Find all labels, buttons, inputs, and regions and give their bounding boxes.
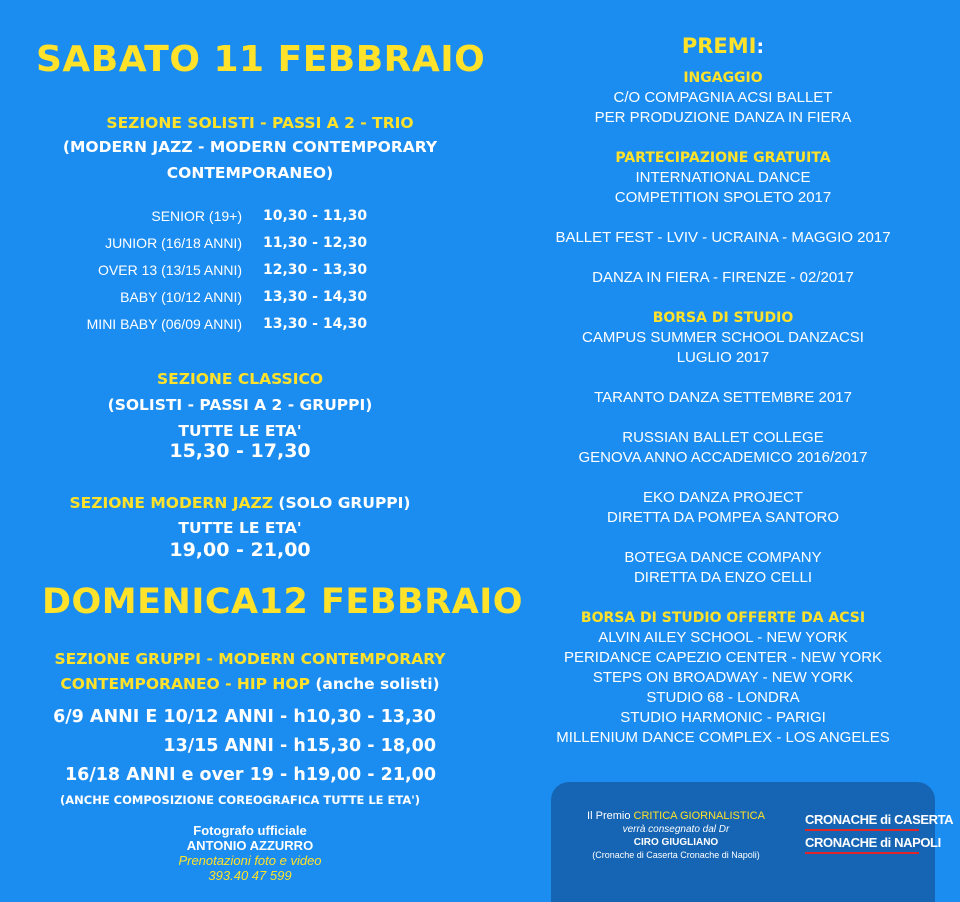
- critica-text: [556, 809, 796, 862]
- solisti-subtitle-2: CONTEMPORANEO): [166, 164, 334, 182]
- critica-line1: [556, 809, 796, 823]
- composition-note: (ANCHE COMPOSIZIONE COREOGRAFICA TUTTE LE ETA'): [59, 793, 421, 807]
- schedule-age: MINI BABY (06/09 ANNI): [86, 316, 242, 332]
- schedule-age: JUNIOR (16/18 ANNI): [105, 235, 242, 251]
- logo-caserta: CRONACHE di CASERTA: [805, 812, 954, 827]
- scholarship-botega: BOTEGA DANCE COMPANY: [624, 549, 822, 566]
- gruppi-heading-1: SEZIONE GRUPPI - MODERN CONTEMPORARY: [54, 650, 446, 668]
- acsi-scholarship-line: PERIDANCE CAPEZIO CENTER - NEW YORK: [563, 649, 883, 666]
- acsi-scholarship-line: STEPS ON BROADWAY - NEW YORK: [592, 669, 854, 686]
- free-participation-line: COMPETITION SPOLETO 2017: [614, 189, 832, 206]
- scholarship-campus: CAMPUS SUMMER SCHOOL DANZACSI: [582, 329, 864, 346]
- schedule-time: 13,30 - 14,30: [263, 316, 368, 332]
- schedule-time: 12,30 - 13,30: [263, 262, 368, 278]
- scholarship-russian: GENOVA ANNO ACCADEMICO 2016/2017: [578, 449, 868, 466]
- photographer-phone: 393.40 47 599: [208, 868, 292, 883]
- sunday-schedule-row: 6/9 ANNI E 10/12 ANNI - h10,30 - 13,30: [53, 707, 436, 727]
- gruppi-note: (anche solisti): [315, 675, 440, 693]
- logo-napoli: CRONACHE di NAPOLI: [805, 835, 941, 850]
- saturday-title: SABATO 11 FEBBRAIO: [36, 39, 486, 80]
- modern-jazz-heading: SEZIONE MODERN JAZZ: [69, 494, 273, 512]
- logo-napoli-underline: [805, 852, 919, 854]
- schedule-age: OVER 13 (13/15 ANNI): [98, 262, 242, 278]
- schedule-time: 11,30 - 12,30: [263, 235, 368, 251]
- engagement-heading: INGAGGIO: [683, 70, 763, 86]
- schedule-age: SENIOR (19+): [151, 208, 242, 224]
- critica-name: CIRO GIUGLIANO: [633, 837, 719, 848]
- acsi-scholarship-line: STUDIO HARMONIC - PARIGI: [620, 709, 826, 726]
- schedule-time: 13,30 - 14,30: [263, 289, 368, 305]
- logo-caserta-underline: [805, 829, 919, 831]
- critica-affiliation: (Cronache di Caserta Cronache di Napoli): [592, 850, 760, 860]
- modern-jazz-heading-line: [40, 490, 440, 516]
- solisti-heading: SEZIONE SOLISTI - PASSI A 2 - TRIO: [106, 114, 414, 132]
- acsi-scholarships-heading: BORSA DI STUDIO OFFERTE DA ACSI: [580, 610, 866, 626]
- gruppi-heading-2: CONTEMPORANEO - HIP HOP: [60, 675, 310, 693]
- scholarship-campus: LUGLIO 2017: [676, 349, 770, 366]
- scholarship-eko: EKO DANZA PROJECT: [642, 489, 804, 506]
- scholarship-taranto: TARANTO DANZA SETTEMBRE 2017: [594, 389, 852, 406]
- engagement-line: PER PRODUZIONE DANZA IN FIERA: [594, 109, 852, 126]
- prizes-title: PREMI: [681, 34, 757, 58]
- schedule-time: 10,30 - 11,30: [263, 208, 368, 224]
- free-participation-extra: BALLET FEST - LVIV - UCRAINA - MAGGIO 2017: [555, 229, 891, 246]
- acsi-scholarship-line: MILLENIUM DANCE COMPLEX - LOS ANGELES: [556, 729, 890, 746]
- critica-award-name: CRITICA GIORNALISTICA: [633, 810, 765, 822]
- sunday-schedule-row: 16/18 ANNI e over 19 - h19,00 - 21,00: [64, 765, 436, 785]
- acsi-scholarship-line: STUDIO 68 - LONDRA: [646, 689, 800, 706]
- classico-ages: TUTTE LE ETA': [178, 422, 302, 440]
- schedule-age: BABY (10/12 ANNI): [120, 289, 242, 305]
- scholarship-eko: DIRETTA DA POMPEA SANTORO: [607, 509, 839, 526]
- critica-line2: verrà consegnato dal Dr: [622, 824, 730, 835]
- solisti-subtitle-1: (MODERN JAZZ - MODERN CONTEMPORARY: [62, 138, 438, 156]
- classico-subtitle: (SOLISTI - PASSI A 2 - GRUPPI): [107, 396, 373, 414]
- acsi-scholarship-line: ALVIN AILEY SCHOOL - NEW YORK: [598, 629, 848, 646]
- sunday-schedule-row: 13/15 ANNI - h15,30 - 18,00: [163, 736, 436, 756]
- gruppi-heading-2-line: [30, 671, 470, 697]
- critica-prefix: Il Premio: [587, 810, 631, 822]
- engagement-line: C/O COMPAGNIA ACSI BALLET: [613, 89, 833, 106]
- free-participation-heading: PARTECIPAZIONE GRATUITA: [615, 150, 831, 166]
- prizes-title-line: [588, 34, 858, 58]
- modern-jazz-time: 19,00 - 21,00: [169, 539, 311, 561]
- photographer-booking: Prenotazioni foto e video: [178, 853, 322, 868]
- prizes-list: [523, 68, 923, 748]
- scholarship-heading: BORSA DI STUDIO: [652, 310, 794, 326]
- free-participation-extra: DANZA IN FIERA - FIRENZE - 02/2017: [592, 269, 854, 286]
- modern-jazz-note: (SOLO GRUPPI): [278, 494, 411, 512]
- scholarship-russian: RUSSIAN BALLET COLLEGE: [622, 429, 824, 446]
- modern-jazz-ages: TUTTE LE ETA': [178, 519, 302, 537]
- classico-time: 15,30 - 17,30: [169, 440, 311, 462]
- scholarship-botega: DIRETTA DA ENZO CELLI: [633, 569, 813, 586]
- classico-heading: SEZIONE CLASSICO: [156, 370, 324, 388]
- photographer-label: Fotografo ufficiale: [193, 823, 307, 838]
- photographer-block: [110, 823, 390, 883]
- photographer-name: ANTONIO AZZURRO: [186, 838, 314, 853]
- free-participation-line: INTERNATIONAL DANCE: [635, 169, 811, 186]
- sunday-title: DOMENICA12 FEBBRAIO: [42, 582, 524, 622]
- prizes-title-colon: :: [756, 36, 765, 58]
